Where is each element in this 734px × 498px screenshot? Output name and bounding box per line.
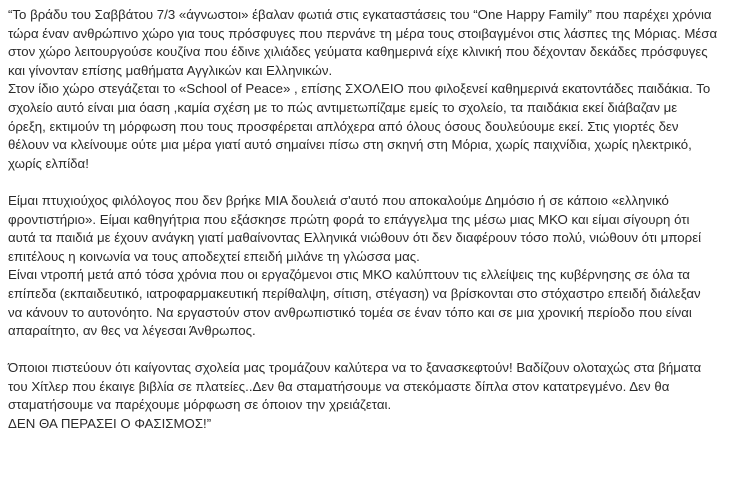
text-line: και γίνονταν επίσης μαθήματα Αγγλικών και Ελληνικών.	[8, 62, 333, 78]
text-line: θέλουν να κλείνουμε ούτε μια μέρα γιατί αυτό σημαίνει πίσω στη σκηνή στη Μόρια, χωρίς παιχνίδια, χωρίς ηλεκτρικό,	[8, 137, 692, 153]
text-line: ΔΕΝ ΘΑ ΠΕΡΑΣΕΙ Ο ΦΑΣΙΣΜΟΣ!”	[8, 416, 212, 432]
paragraph-1	[8, 6, 730, 173]
text-line: “Το βράδυ του Σαββάτου 7/3 «άγνωστοι» έβαλαν φωτιά στις εγκαταστάσεις του “One Happy Family” που παρέχει χρόνια	[8, 7, 712, 22]
paragraph-3	[8, 359, 730, 433]
paragraph-spacer	[8, 341, 730, 360]
text-line: στον χώρο λειτουργούσε κουζίνα που έδινε χιλιάδες γεύματα καθημερινά είχε κλινική που δέχονταν δεκάδες πρόσφυγες	[8, 44, 708, 60]
text-line: Όποιοι πιστεύουν ότι καίγοντας σχολεία μας τρομάζουν καλύτερα να το ξανασκεφτούν! Βαδίζουν ολοταχώς στα βήματα	[8, 360, 702, 376]
text-line: τώρα έναν ανθρώπινο χώρο για τους πρόσφυγες που περνάνε τη μέρα τους στοιβαγμένοι στις λάσπες της Μόριας. Μέσα	[8, 25, 718, 41]
text-line: Στον ίδιο χώρο στεγάζεται το «School of Peace» , επίσης ΣΧΟΛΕΙΟ που φιλοξενεί καθημερινά εκατοντάδες παιδάκια. Το	[8, 81, 711, 97]
text-line: επίπεδα (εκπαιδευτικό, ιατροφαρμακευτική περίθαλψη, σίτιση, στέγαση) να βρίσκονται στο στόχαστρο επειδή διάλεξαν	[8, 285, 701, 301]
text-line: φροντιστήριο». Είμαι καθηγήτρια που εξάσκησε πρώτη φορά το επάγγελμα της μέσω μιας ΜΚΟ και είμαι σίγουρη ότι	[8, 211, 690, 227]
text-line: να κάνουν το αυτονόητο. Να εργαστούν στον ανθρωπιστικό τομέα σε έναν τόπο και σε μια χρονική περίοδο που είναι	[8, 304, 692, 320]
text-line: χωρίς ελπίδα!	[8, 155, 89, 171]
paragraph-2	[8, 192, 730, 341]
text-line: Είμαι πτυχιούχος φιλόλογος που δεν βρήκε ΜΙΑ δουλειά σ'αυτό που αποκαλούμε Δημόσιο ή σε κάποιο «ελληνικό	[8, 192, 669, 208]
text-line: Είναι ντροπή μετά από τόσα χρόνια που οι εργαζόμενοι στις ΜΚΟ καλύπτουν τις ελλείψεις της κυβέρνησης σε όλα τα	[8, 267, 690, 283]
text-line: του Χίτλερ που έκαιγε βιβλία σε πλατείες..Δεν θα σταματήσουμε να στεκόμαστε δίπλα στον κατατρεγμένο. Δεν θα	[8, 378, 670, 394]
text-line: σχολείο αυτό είναι μια όαση ,καμία σχέση με το πώς αντιμετωπίζαμε εμείς το σχολείο, τα παιδάκια εκεί διάβαζαν με	[8, 99, 678, 115]
text-line: επιτέλους η κοινωνία να τους αποδεχτεί επειδή μιλάνε τη γλώσσα μας.	[8, 248, 420, 264]
text-line: αυτά τα παιδιά με έχουν ανάγκη γιατί μαθαίνοντας Ελληνικά νιώθουν ότι δεν διαφέρουν τόσο πολύ, νιώθουν ότι μπορεί	[8, 230, 702, 246]
text-line: σταματήσουμε να παρέχουμε μόρφωση σε όποιον την χρειάζεται.	[8, 397, 392, 413]
text-line: όρεξη, εκτιμούν τη μόρφωση που τους προσφέρεται απλόχερα από όλους όσους δουλεύουμε εκεί. Στις γιορτές δεν	[8, 118, 679, 134]
paragraph-spacer	[8, 173, 730, 192]
text-line: απαραίτητο, αν θες να λέγεσαι Άνθρωπος.	[8, 323, 256, 339]
quoted-text-document	[8, 6, 730, 434]
